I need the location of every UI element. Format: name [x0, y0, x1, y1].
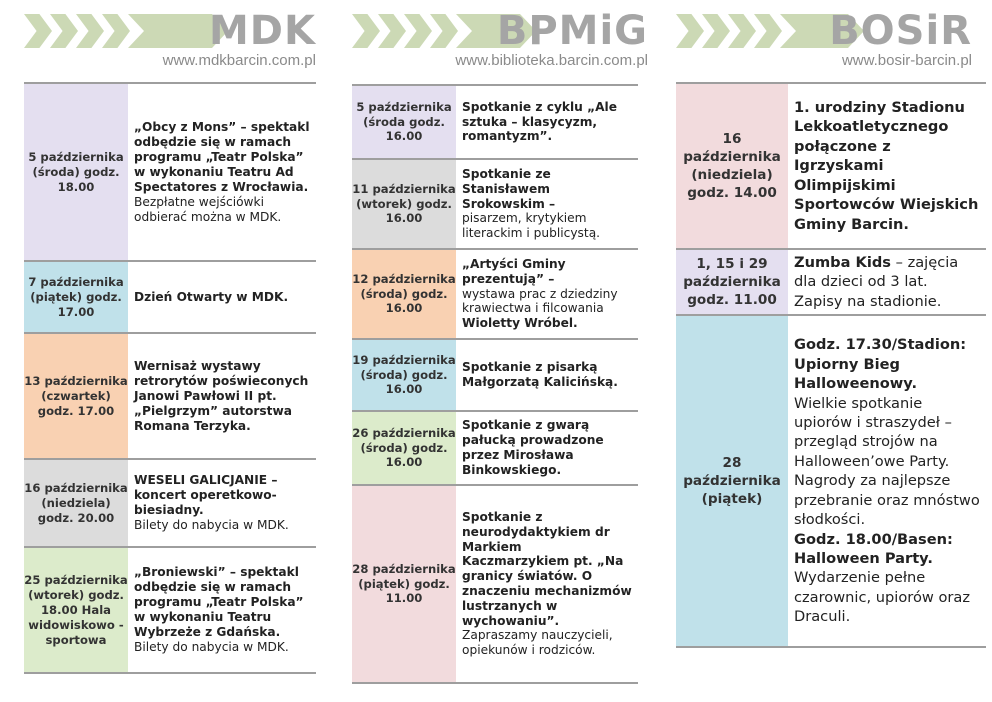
event-note: pisarzem, krytykiem literackim i publicystą. — [462, 211, 601, 241]
event-note: Bezpłatne wejściówki odbierać można w MDK. — [134, 194, 282, 224]
table-row — [352, 250, 638, 340]
event-date: 25 października (wtorek) godz. 18.00 Hala widowiskowo - sportowa — [24, 548, 128, 672]
event-description — [788, 316, 986, 646]
event-description: Spotkanie z gwarą pałucką prowadzone przez Mirosława Binkowskiego. — [462, 418, 604, 477]
event-note: – zajęcia dla dzieci od 3 lat. Zapisy na stadionie. — [794, 253, 959, 310]
event-text: Zumba Kids — [794, 253, 891, 271]
table-row — [24, 460, 316, 548]
event-date: 5 października (środa godz. 16.00 — [352, 86, 456, 158]
event-date: 13 października (czwartek) godz. 17.00 — [24, 334, 128, 458]
event-note: Wydarzenie pełne czarownic, upiorów oraz Draculi. — [794, 569, 970, 626]
event-date: 16 października (niedziela) godz. 20.00 — [24, 460, 128, 546]
event-text: Godz. 18.00/Basen: Halloween Party. — [794, 530, 953, 567]
event-text: „Artyści Gminy prezentują” – — [462, 257, 566, 286]
event-description — [128, 84, 316, 260]
bpm-url: www.biblioteka.barcin.com.pl — [455, 52, 648, 69]
event-date: 12 października (środa) godz. 16.00 — [352, 250, 456, 338]
table-row — [352, 86, 638, 160]
event-date: 16 października (niedziela) godz. 14.00 — [676, 84, 788, 248]
event-date: 5 października (środa) godz. 18.00 — [24, 84, 128, 260]
event-note: Bilety do nabycia w MDK. — [134, 518, 289, 532]
table-row — [24, 84, 316, 262]
table-row — [676, 250, 986, 316]
event-note: wystawa prac z dziedziny krawiectwa i filcowania — [462, 286, 618, 316]
mdk-header — [24, 8, 320, 78]
table-row — [676, 84, 986, 250]
table-row — [352, 412, 638, 486]
event-note: Wielkie spotkanie upiorów i straszydeł – przegląd strojów na Halloween’owe Party. Nagrody za najlepsze przebranie oraz mnóstwo słodkości. — [794, 394, 980, 529]
bosir-schedule-table — [676, 82, 986, 648]
table-row — [24, 262, 316, 334]
event-text: Godz. 17.30/Stadion: Upiorny Bieg Halloweenowy. — [794, 336, 967, 393]
chevron-decoration — [24, 14, 128, 48]
mdk-column — [24, 8, 320, 654]
event-text: Spotkanie ze Stanisławem Srokowskim – — [462, 167, 556, 211]
table-row — [352, 486, 638, 684]
event-description — [456, 250, 638, 338]
event-date: 28 października (piątek) — [676, 316, 788, 646]
event-date: 11 października (wtorek) godz. 16.00 — [352, 160, 456, 248]
mdk-url: www.mdkbarcin.com.pl — [162, 52, 316, 69]
event-date: 7 października (piątek) godz. 17.00 — [24, 262, 128, 332]
event-description — [788, 250, 986, 314]
event-text: „Obcy z Mons” – spektakl odbędzie się w ramach programu „Teatr Polska” w wykonaniu Teatru Ad Spectatores z Wrocławia. — [134, 119, 310, 194]
event-note: Bilety do nabycia w MDK. — [134, 640, 289, 654]
bpm-column — [352, 8, 652, 658]
chevron-decoration — [352, 14, 456, 48]
event-note: Zapraszamy nauczycieli, opiekunów i rodziców. — [462, 628, 613, 658]
event-description: Wernisaż wystawy retrorytów poświeconych Janowi Pawłowi II pt. „Pielgrzym” autorstwa Romana Terzyka. — [134, 358, 309, 433]
event-text: „Broniewski” – spektakl odbędzie się w ramach programu „Teatr Polska” w wykonaniu Teatru Wybrzeże z Gdańska. — [134, 565, 304, 639]
event-author: Wioletty Wróbel. — [462, 316, 578, 331]
chevron-decoration — [676, 14, 780, 48]
event-text: Spotkanie z neurodydaktykiem dr Markiem Kaczmarzykiem pt. „Na granicy światów. O znaczeniu mechanizmów lustrzanych w wychowaniu”. — [462, 510, 632, 628]
event-date: 26 października (środa) godz. 16.00 — [352, 412, 456, 484]
bosir-column — [676, 8, 980, 626]
event-description — [456, 486, 638, 682]
bpm-header — [352, 8, 652, 78]
event-date: 19 października (środa) godz. 16.00 — [352, 340, 456, 410]
event-description — [456, 160, 638, 248]
event-description: Spotkanie z pisarką Małgorzatą Kalicińską. — [462, 360, 618, 389]
event-description: Spotkanie z cyklu „Ale sztuka – klasycyzm, romantyzm”. — [462, 99, 617, 144]
bpm-schedule-table — [352, 84, 638, 684]
bosir-url: www.bosir-barcin.pl — [841, 52, 972, 69]
mdk-schedule-table — [24, 82, 316, 674]
table-row — [676, 316, 986, 648]
table-row — [24, 334, 316, 460]
mdk-title: MDK — [208, 8, 316, 54]
bosir-header — [676, 8, 976, 78]
event-description: 1. urodziny Stadionu Lekkoatletycznego połączone z Igrzyskami Olimpijskimi Sportowców Wiejskich Gminy Barcin. — [794, 99, 979, 233]
bosir-title: BOSiR — [829, 8, 972, 54]
table-row — [352, 340, 638, 412]
bpm-title: BPMiG — [496, 8, 648, 54]
event-date: 1, 15 i 29 października godz. 11.00 — [676, 250, 788, 314]
table-row — [352, 160, 638, 250]
event-text: WESELI GALICJANIE – koncert operetkowo-biesiadny. — [134, 473, 278, 517]
event-description — [128, 460, 316, 546]
event-description — [128, 548, 316, 672]
event-date: 28 października (piątek) godz. 11.00 — [352, 486, 456, 682]
event-description: Dzień Otwarty w MDK. — [134, 289, 289, 304]
table-row — [24, 548, 316, 674]
